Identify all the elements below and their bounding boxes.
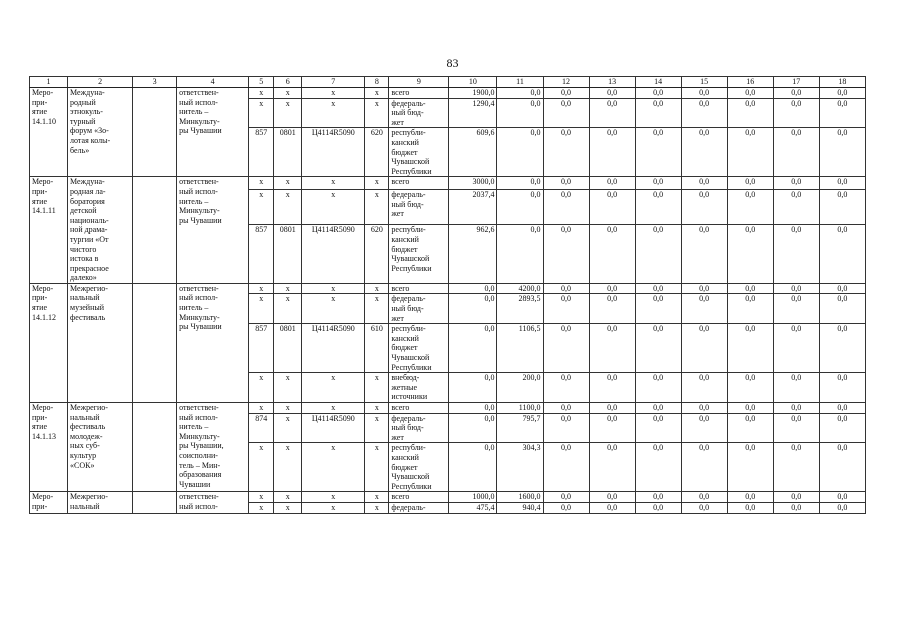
grbs-code: x (249, 492, 274, 503)
amount-cell: 200,0 (497, 373, 543, 403)
column-number-9: 9 (389, 77, 449, 88)
section-code: x (274, 403, 302, 414)
amount-cell: 0,0 (589, 502, 635, 513)
amount-cell: 0,0 (819, 225, 865, 283)
section-code: x (274, 294, 302, 324)
amount-cell: 1106,5 (497, 324, 543, 373)
event-code: Меро- при- ятие 14.1.12 (30, 283, 68, 402)
column-number-8: 8 (365, 77, 389, 88)
expense-type: x (365, 177, 389, 190)
table-row (30, 88, 866, 99)
amount-cell: 0,0 (727, 443, 773, 492)
amount-cell: 0,0 (773, 177, 819, 190)
amount-cell: 475,4 (449, 502, 497, 513)
event-code: Меро- при- (30, 492, 68, 513)
amount-cell: 0,0 (681, 88, 727, 99)
amount-cell: 0,0 (727, 373, 773, 403)
amount-cell: 0,0 (727, 502, 773, 513)
amount-cell: 0,0 (635, 373, 681, 403)
amount-cell: 0,0 (819, 502, 865, 513)
section-code: x (274, 177, 302, 190)
amount-cell: 0,0 (543, 413, 589, 443)
amount-cell: 0,0 (497, 225, 543, 283)
amount-cell: 0,0 (635, 225, 681, 283)
amount-cell: 0,0 (449, 403, 497, 414)
amount-cell: 0,0 (727, 294, 773, 324)
amount-cell: 0,0 (773, 324, 819, 373)
amount-cell: 0,0 (681, 502, 727, 513)
column-number-17: 17 (773, 77, 819, 88)
amount-cell: 0,0 (773, 373, 819, 403)
amount-cell: 0,0 (543, 324, 589, 373)
expense-type: x (365, 443, 389, 492)
amount-cell: 0,0 (635, 492, 681, 503)
target-article: x (302, 189, 365, 225)
amount-cell: 1100,0 (497, 403, 543, 414)
amount-cell: 3000,0 (449, 177, 497, 190)
table-row (30, 403, 866, 414)
grbs-code: x (249, 373, 274, 403)
amount-cell: 0,0 (635, 88, 681, 99)
amount-cell: 0,0 (819, 324, 865, 373)
header-row (30, 77, 866, 88)
column-number-14: 14 (635, 77, 681, 88)
amount-cell: 0,0 (681, 128, 727, 177)
amount-cell: 0,0 (543, 492, 589, 503)
target-article: x (302, 502, 365, 513)
section-code: x (274, 189, 302, 225)
amount-cell: 0,0 (773, 283, 819, 294)
empty-cell (133, 283, 177, 402)
column-number-2: 2 (68, 77, 133, 88)
grbs-code: x (249, 294, 274, 324)
target-article: Ц4114R5090 (302, 413, 365, 443)
amount-cell: 0,0 (681, 98, 727, 128)
amount-cell: 0,0 (773, 413, 819, 443)
expense-type: x (365, 88, 389, 99)
amount-cell: 0,0 (727, 189, 773, 225)
amount-cell: 0,0 (819, 88, 865, 99)
amount-cell: 0,0 (589, 88, 635, 99)
amount-cell: 0,0 (497, 98, 543, 128)
amount-cell: 0,0 (819, 443, 865, 492)
amount-cell: 0,0 (773, 294, 819, 324)
amount-cell: 0,0 (543, 225, 589, 283)
grbs-code: 857 (249, 128, 274, 177)
amount-cell: 0,0 (543, 98, 589, 128)
section-code: x (274, 283, 302, 294)
funding-source: федераль- ный бюд- жет (389, 98, 449, 128)
amount-cell: 0,0 (681, 324, 727, 373)
funding-source: федераль- (389, 502, 449, 513)
section-code: x (274, 88, 302, 99)
amount-cell: 0,0 (589, 177, 635, 190)
target-article: Ц4114R5090 (302, 324, 365, 373)
amount-cell: 0,0 (589, 403, 635, 414)
amount-cell: 0,0 (819, 373, 865, 403)
responsible-executor: ответствен- ный испол- нитель – Минкульту- ры Чувашии, соисполни- тель – Мин- образования Чувашии (177, 403, 249, 492)
expense-type: x (365, 294, 389, 324)
section-code: x (274, 502, 302, 513)
amount-cell: 0,0 (819, 294, 865, 324)
funding-source: всего (389, 403, 449, 414)
table-row (30, 177, 866, 190)
funding-source: федераль- ный бюд- жет (389, 413, 449, 443)
amount-cell: 940,4 (497, 502, 543, 513)
expense-type: x (365, 283, 389, 294)
amount-cell: 0,0 (727, 98, 773, 128)
grbs-code: 857 (249, 324, 274, 373)
amount-cell: 0,0 (681, 177, 727, 190)
amount-cell: 0,0 (497, 128, 543, 177)
amount-cell: 1600,0 (497, 492, 543, 503)
amount-cell: 0,0 (635, 324, 681, 373)
amount-cell: 0,0 (497, 177, 543, 190)
amount-cell: 0,0 (681, 443, 727, 492)
amount-cell: 0,0 (497, 189, 543, 225)
responsible-executor: ответствен- ный испол- (177, 492, 249, 513)
amount-cell: 0,0 (773, 225, 819, 283)
amount-cell: 0,0 (589, 98, 635, 128)
event-code: Меро- при- ятие 14.1.13 (30, 403, 68, 492)
column-number-6: 6 (274, 77, 302, 88)
amount-cell: 1000,0 (449, 492, 497, 503)
amount-cell: 0,0 (773, 492, 819, 503)
amount-cell: 0,0 (543, 443, 589, 492)
amount-cell: 0,0 (543, 189, 589, 225)
amount-cell: 0,0 (819, 128, 865, 177)
target-article: Ц4114R5090 (302, 225, 365, 283)
target-article: x (302, 88, 365, 99)
amount-cell: 0,0 (727, 177, 773, 190)
funding-source: республи- канский бюджет Чувашской Республики (389, 443, 449, 492)
amount-cell: 0,0 (589, 128, 635, 177)
amount-cell: 0,0 (589, 324, 635, 373)
responsible-executor: ответствен- ный испол- нитель – Минкульту- ры Чувашии (177, 177, 249, 284)
amount-cell: 0,0 (681, 225, 727, 283)
target-article: x (302, 403, 365, 414)
event-name: Межрегио- нальный фестиваль молодеж- ных суб- культур «СОК» (68, 403, 133, 492)
funding-source: федераль- ный бюд- жет (389, 294, 449, 324)
column-number-7: 7 (302, 77, 365, 88)
funding-source: всего (389, 283, 449, 294)
amount-cell: 0,0 (773, 502, 819, 513)
amount-cell: 0,0 (635, 403, 681, 414)
event-name: Междуна- родная ла- боратория детской националь- ной драма- тургии «От чистого истока в прекрасное далеко» (68, 177, 133, 284)
amount-cell: 0,0 (727, 225, 773, 283)
grbs-code: x (249, 502, 274, 513)
target-article: x (302, 294, 365, 324)
column-number-12: 12 (543, 77, 589, 88)
grbs-code: 857 (249, 225, 274, 283)
amount-cell: 0,0 (727, 128, 773, 177)
funding-source: всего (389, 492, 449, 503)
amount-cell: 0,0 (543, 373, 589, 403)
target-article: x (302, 443, 365, 492)
section-code: x (274, 492, 302, 503)
grbs-code: x (249, 177, 274, 190)
amount-cell: 0,0 (589, 443, 635, 492)
funding-source: внебюд- жетные источники (389, 373, 449, 403)
funding-source: всего (389, 177, 449, 190)
amount-cell: 0,0 (773, 189, 819, 225)
expense-type: x (365, 189, 389, 225)
responsible-executor: ответствен- ный испол- нитель – Минкульту- ры Чувашии (177, 283, 249, 402)
amount-cell: 2893,5 (497, 294, 543, 324)
amount-cell: 2037,4 (449, 189, 497, 225)
amount-cell: 0,0 (727, 413, 773, 443)
amount-cell: 0,0 (635, 413, 681, 443)
responsible-executor: ответствен- ный испол- нитель – Минкульту- ры Чувашии (177, 88, 249, 177)
amount-cell: 0,0 (773, 88, 819, 99)
event-code: Меро- при- ятие 14.1.11 (30, 177, 68, 284)
amount-cell: 0,0 (773, 403, 819, 414)
amount-cell: 0,0 (681, 189, 727, 225)
grbs-code: x (249, 98, 274, 128)
amount-cell: 0,0 (681, 294, 727, 324)
expense-type: x (365, 373, 389, 403)
grbs-code: x (249, 283, 274, 294)
amount-cell: 0,0 (681, 403, 727, 414)
section-code: 0801 (274, 324, 302, 373)
amount-cell: 609,6 (449, 128, 497, 177)
amount-cell: 0,0 (819, 283, 865, 294)
expense-type: 620 (365, 128, 389, 177)
target-article: x (302, 98, 365, 128)
amount-cell: 0,0 (819, 413, 865, 443)
amount-cell: 0,0 (635, 189, 681, 225)
section-code: x (274, 98, 302, 128)
amount-cell: 0,0 (773, 443, 819, 492)
funding-source: республи- канский бюджет Чувашской Республики (389, 324, 449, 373)
amount-cell: 0,0 (589, 413, 635, 443)
grbs-code: x (249, 403, 274, 414)
amount-cell: 0,0 (635, 98, 681, 128)
event-name: Межрегио- нальный музейный фестиваль (68, 283, 133, 402)
amount-cell: 0,0 (543, 403, 589, 414)
funding-source: республи- канский бюджет Чувашской Республики (389, 225, 449, 283)
table-row (30, 283, 866, 294)
event-name: Междуна- родный этнокуль- турный форум «Зо- лотая колы- бель» (68, 88, 133, 177)
amount-cell: 0,0 (449, 373, 497, 403)
grbs-code: x (249, 443, 274, 492)
column-number-16: 16 (727, 77, 773, 88)
empty-cell (133, 492, 177, 513)
amount-cell: 0,0 (449, 443, 497, 492)
target-article: x (302, 177, 365, 190)
amount-cell: 1290,4 (449, 98, 497, 128)
amount-cell: 0,0 (681, 492, 727, 503)
column-number-10: 10 (449, 77, 497, 88)
amount-cell: 0,0 (497, 88, 543, 99)
expense-type: 620 (365, 225, 389, 283)
table-row (30, 492, 866, 503)
expense-type: x (365, 403, 389, 414)
amount-cell: 0,0 (727, 403, 773, 414)
target-article: x (302, 373, 365, 403)
amount-cell: 0,0 (589, 283, 635, 294)
column-number-11: 11 (497, 77, 543, 88)
amount-cell: 0,0 (819, 492, 865, 503)
event-name: Межрегио- нальный (68, 492, 133, 513)
section-code: x (274, 413, 302, 443)
expense-type: x (365, 502, 389, 513)
expense-type: x (365, 492, 389, 503)
amount-cell: 0,0 (773, 98, 819, 128)
funding-source: всего (389, 88, 449, 99)
target-article: x (302, 492, 365, 503)
amount-cell: 0,0 (727, 88, 773, 99)
amount-cell: 0,0 (819, 403, 865, 414)
budget-table (29, 76, 866, 514)
amount-cell: 0,0 (681, 373, 727, 403)
grbs-code: x (249, 189, 274, 225)
grbs-code: x (249, 88, 274, 99)
amount-cell: 304,3 (497, 443, 543, 492)
amount-cell: 0,0 (543, 502, 589, 513)
column-number-13: 13 (589, 77, 635, 88)
target-article: Ц4114R5090 (302, 128, 365, 177)
target-article: x (302, 283, 365, 294)
amount-cell: 0,0 (635, 502, 681, 513)
column-number-15: 15 (681, 77, 727, 88)
amount-cell: 0,0 (773, 128, 819, 177)
amount-cell: 0,0 (449, 413, 497, 443)
amount-cell: 0,0 (449, 294, 497, 324)
amount-cell: 4200,0 (497, 283, 543, 294)
empty-cell (133, 88, 177, 177)
amount-cell: 0,0 (819, 98, 865, 128)
amount-cell: 0,0 (819, 189, 865, 225)
expense-type: x (365, 98, 389, 128)
amount-cell: 0,0 (635, 294, 681, 324)
expense-type: x (365, 413, 389, 443)
funding-source: республи- канский бюджет Чувашской Республики (389, 128, 449, 177)
column-number-18: 18 (819, 77, 865, 88)
amount-cell: 0,0 (589, 373, 635, 403)
section-code: 0801 (274, 225, 302, 283)
funding-source: федераль- ный бюд- жет (389, 189, 449, 225)
column-number-3: 3 (133, 77, 177, 88)
amount-cell: 0,0 (543, 283, 589, 294)
amount-cell: 0,0 (681, 283, 727, 294)
column-number-4: 4 (177, 77, 249, 88)
amount-cell: 0,0 (543, 177, 589, 190)
amount-cell: 0,0 (589, 294, 635, 324)
amount-cell: 0,0 (589, 225, 635, 283)
column-number-5: 5 (249, 77, 274, 88)
column-number-1: 1 (30, 77, 68, 88)
amount-cell: 0,0 (449, 283, 497, 294)
amount-cell: 0,0 (543, 128, 589, 177)
amount-cell: 0,0 (727, 283, 773, 294)
amount-cell: 0,0 (635, 177, 681, 190)
amount-cell: 0,0 (635, 443, 681, 492)
empty-cell (133, 403, 177, 492)
empty-cell (133, 177, 177, 284)
amount-cell: 0,0 (635, 283, 681, 294)
amount-cell: 0,0 (449, 324, 497, 373)
expense-type: 610 (365, 324, 389, 373)
amount-cell: 0,0 (819, 177, 865, 190)
amount-cell: 0,0 (589, 492, 635, 503)
section-code: x (274, 443, 302, 492)
amount-cell: 0,0 (543, 294, 589, 324)
amount-cell: 0,0 (589, 189, 635, 225)
section-code: 0801 (274, 128, 302, 177)
amount-cell: 0,0 (681, 413, 727, 443)
amount-cell: 1900,0 (449, 88, 497, 99)
event-code: Меро- при- ятие 14.1.10 (30, 88, 68, 177)
page-number: 83 (446, 56, 459, 70)
amount-cell: 0,0 (727, 492, 773, 503)
section-code: x (274, 373, 302, 403)
amount-cell: 795,7 (497, 413, 543, 443)
amount-cell: 0,0 (543, 88, 589, 99)
grbs-code: 874 (249, 413, 274, 443)
amount-cell: 0,0 (727, 324, 773, 373)
amount-cell: 0,0 (635, 128, 681, 177)
amount-cell: 962,6 (449, 225, 497, 283)
